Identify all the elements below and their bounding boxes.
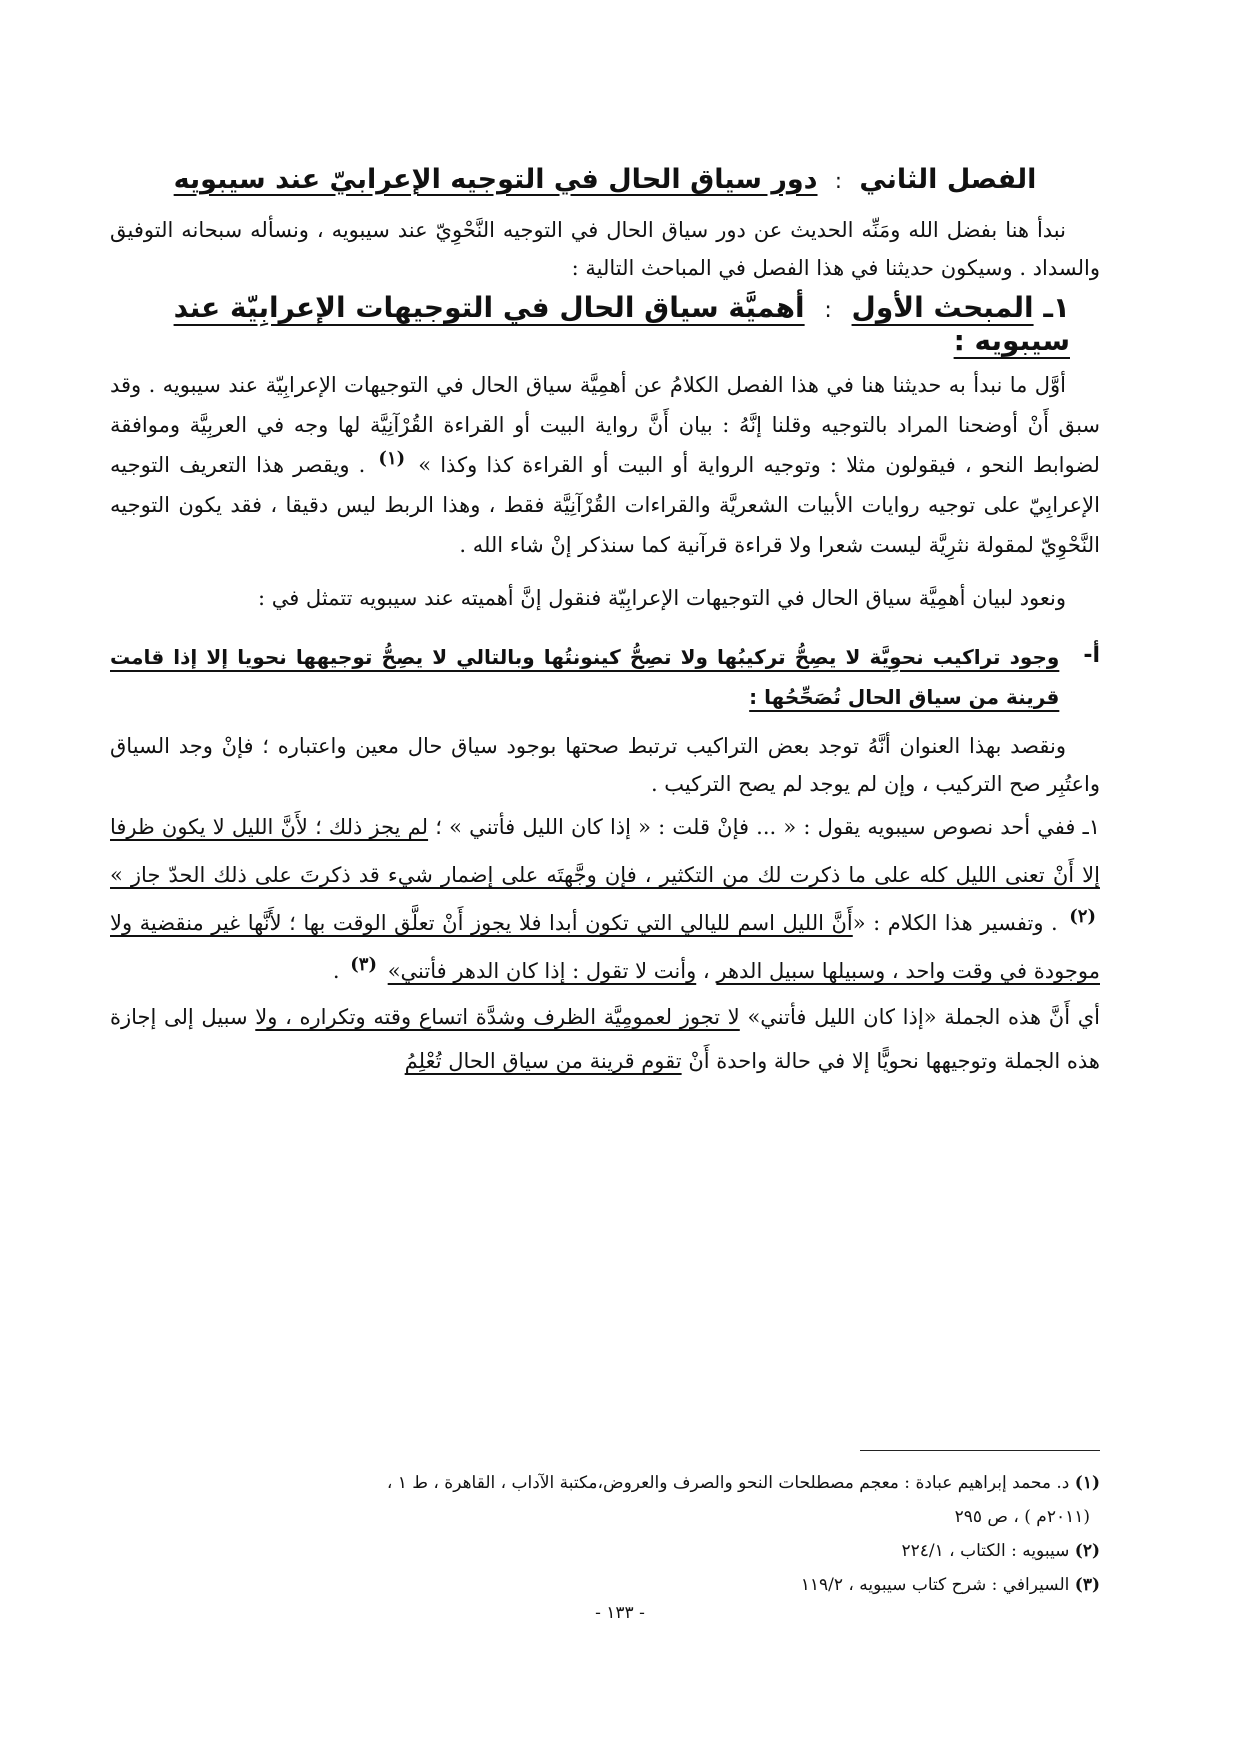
section-title — [110, 291, 1070, 357]
section-heading: أهميَّة سياق الحال في التوجيهات الإعرابِيّة عند سيبويه : — [173, 291, 1070, 357]
example-underlined-quote: لم يجز ذلك ؛ لأَنَّ الليل لا يكون ظرفا إلا أَنْ تعنى الليل كله على ما ذكرت لك من التكثير ، فإن وجَّهتَه على إضمار شيء قد ذكرتَ على ذلك الحدّ جاز » — [110, 815, 1100, 887]
example-underlined-explanation: أَنَّ الليل اسم لليالي التي تكون أبدا فلا يجوز أَنْ تعلَّق الوقت بها ؛ لأَنَّها غير منقضية ولا موجودة في وقت واحد ، وسبيلها سبيل الدهر — [110, 911, 1100, 983]
footnote-2-marker: (٢) — [1074, 1541, 1100, 1561]
footnotes — [110, 1466, 1100, 1602]
footnote-1-marker: (١) — [1074, 1473, 1100, 1493]
example-and: ، — [696, 959, 710, 983]
footnote-ref-3: (٣) — [350, 954, 377, 975]
conclusion-underlined: لا تجوز لعمومِيَّة الظرف وشدَّة اتساع وقته وتكراره ، ولا — [255, 1005, 740, 1029]
footnote-3-marker: (٣) — [1074, 1575, 1100, 1595]
example-end: . — [332, 959, 340, 983]
footnote-1-continuation: (٢٠١١م ) ، ص ٢٩٥ — [954, 1507, 1090, 1527]
chapter-separator: : — [834, 169, 842, 193]
page-number: - ١٣٣ - — [595, 1603, 645, 1623]
footnote-3-text: السيرافي : شرح كتاب سيبويه ، ١١٩/٢ — [800, 1575, 1070, 1595]
intro-paragraph: نبدأ هنا بفضل الله ومَنِّه الحديث عن دور سياق الحال في التوجيه النَّحْوِيّ عند سيبويه ، ونسأله سبحانه التوفيق والسداد . وسيكون حديثنا في هذا الفصل في المباحث التالية : — [110, 218, 1100, 280]
example-lead: ففي أحد نصوص سيبويه يقول : « ... فإنْ قلت : « إذا كان الليل فأتني » ؛ — [435, 815, 1076, 839]
chapter-label: الفصل الثاني — [859, 164, 1037, 195]
document-page — [110, 150, 1100, 1595]
example-underlined-final: وأنت لا تقول : إذا كان الدهر فأتني» — [387, 959, 697, 983]
section-number: ١ـ — [1043, 291, 1070, 324]
conclusion-lead: أي أَنَّ هذه الجملة «إذا كان الليل فأتني» — [747, 1005, 1100, 1029]
paragraph-importance: ونعود لبيان أهمِيَّة سياق الحال في التوجيهات الإعرابِيّة فنقول إنَّ أهميته عند سيبويه تتمثل في : — [257, 586, 1066, 610]
footnote-divider — [860, 1450, 1100, 1451]
paragraph-definition — [110, 365, 1100, 565]
footnote-ref-2: (٢) — [1069, 906, 1096, 927]
footnote-3 — [110, 1568, 1100, 1602]
paragraph-explanation: ونقصد بهذا العنوان أنَّهُ توجد بعض التراكيب ترتبط صحتها بوجود سياق حال معين واعتباره ؛ فإنْ وجد السياق واعتُبِر صح التركيب ، وإن لم يوجد لم يصح التركيب . — [110, 734, 1100, 796]
chapter-heading: دور سياق الحال في التوجيه الإعرابيّ عند سيبويه — [173, 164, 818, 195]
footnote-1 — [110, 1466, 1100, 1500]
paragraph-definition-tail: . ويقصر هذا التعريف التوجيه الإعرابِيّ على توجيه روايات الأبيات الشعريَّة والقراءات القُرْآنِيَّة فقط ، وهذا الربط ليس دقيقا ، فقد يكون التوجيه النَّحْوِيّ لمقولة نثرِيَّة ليست شعرا ولا قراءة قرآنية كما سنذكر إنْ شاء الله . — [110, 453, 1100, 557]
conclusion-underlined-2: تقوم قرينة من سياق الحال تُعْلِمُ — [404, 1049, 682, 1073]
footnote-ref-1: (١) — [378, 448, 406, 469]
footnote-2-text: سيبويه : الكتاب ، ٢٢٤/١ — [901, 1541, 1070, 1561]
list-item-a-label: أ‌- — [1083, 643, 1100, 668]
conclusion-rest: سبيل إلى إجازة هذه الجملة وتوجيهها نحويًّا إلا في حالة واحدة أَنْ — [110, 1005, 1100, 1073]
paragraph-definition-text: أوَّل ما نبدأ به حديثنا هنا في هذا الفصل الكلامُ عن أهمِيَّة سياق الحال في التوجيهات الإعرابِيّة عند سيبويه . وقد سبق أَنْ أوضحنا المراد بالتوجيه وقلنا إنَّهُ : بيان أَنَّ رواية البيت أو القراءة القُرْآنِيَّة لها وجه في العربِيَّة وموافقة لضوابط النحو ، فيقولون مثلا : وتوجيه الرواية أو البيت أو القراءة كذا وكذا » — [110, 373, 1100, 477]
section-separator: : — [824, 298, 832, 323]
list-item-a — [110, 637, 1100, 717]
example-number: ١ـ — [1082, 815, 1100, 839]
footnote-1-text: د. محمد إبراهيم عبادة : معجم مصطلحات النحو والصرف والعروض،مكتبة الآداب ، القاهرة ، ط ١ ، — [386, 1473, 1070, 1493]
list-item-a-text: وجود تراكيب نحوِيَّة لا يصِحُّ تركيبُها ولا تصِحُّ كينونتُها وبالتالي لا يصِحُّ توجيهها نحويا إلا إذا قامت قرينة من سياق الحال تُصَحِّحُها : — [110, 645, 1060, 709]
example-mid: . وتفسير هذا الكلام : « — [852, 911, 1058, 935]
section-label: المبحث الأول — [851, 291, 1034, 324]
example-paragraph — [110, 803, 1100, 995]
paragraph-conclusion — [110, 995, 1100, 1083]
chapter-title — [110, 164, 1100, 195]
footnote-2 — [110, 1534, 1100, 1568]
